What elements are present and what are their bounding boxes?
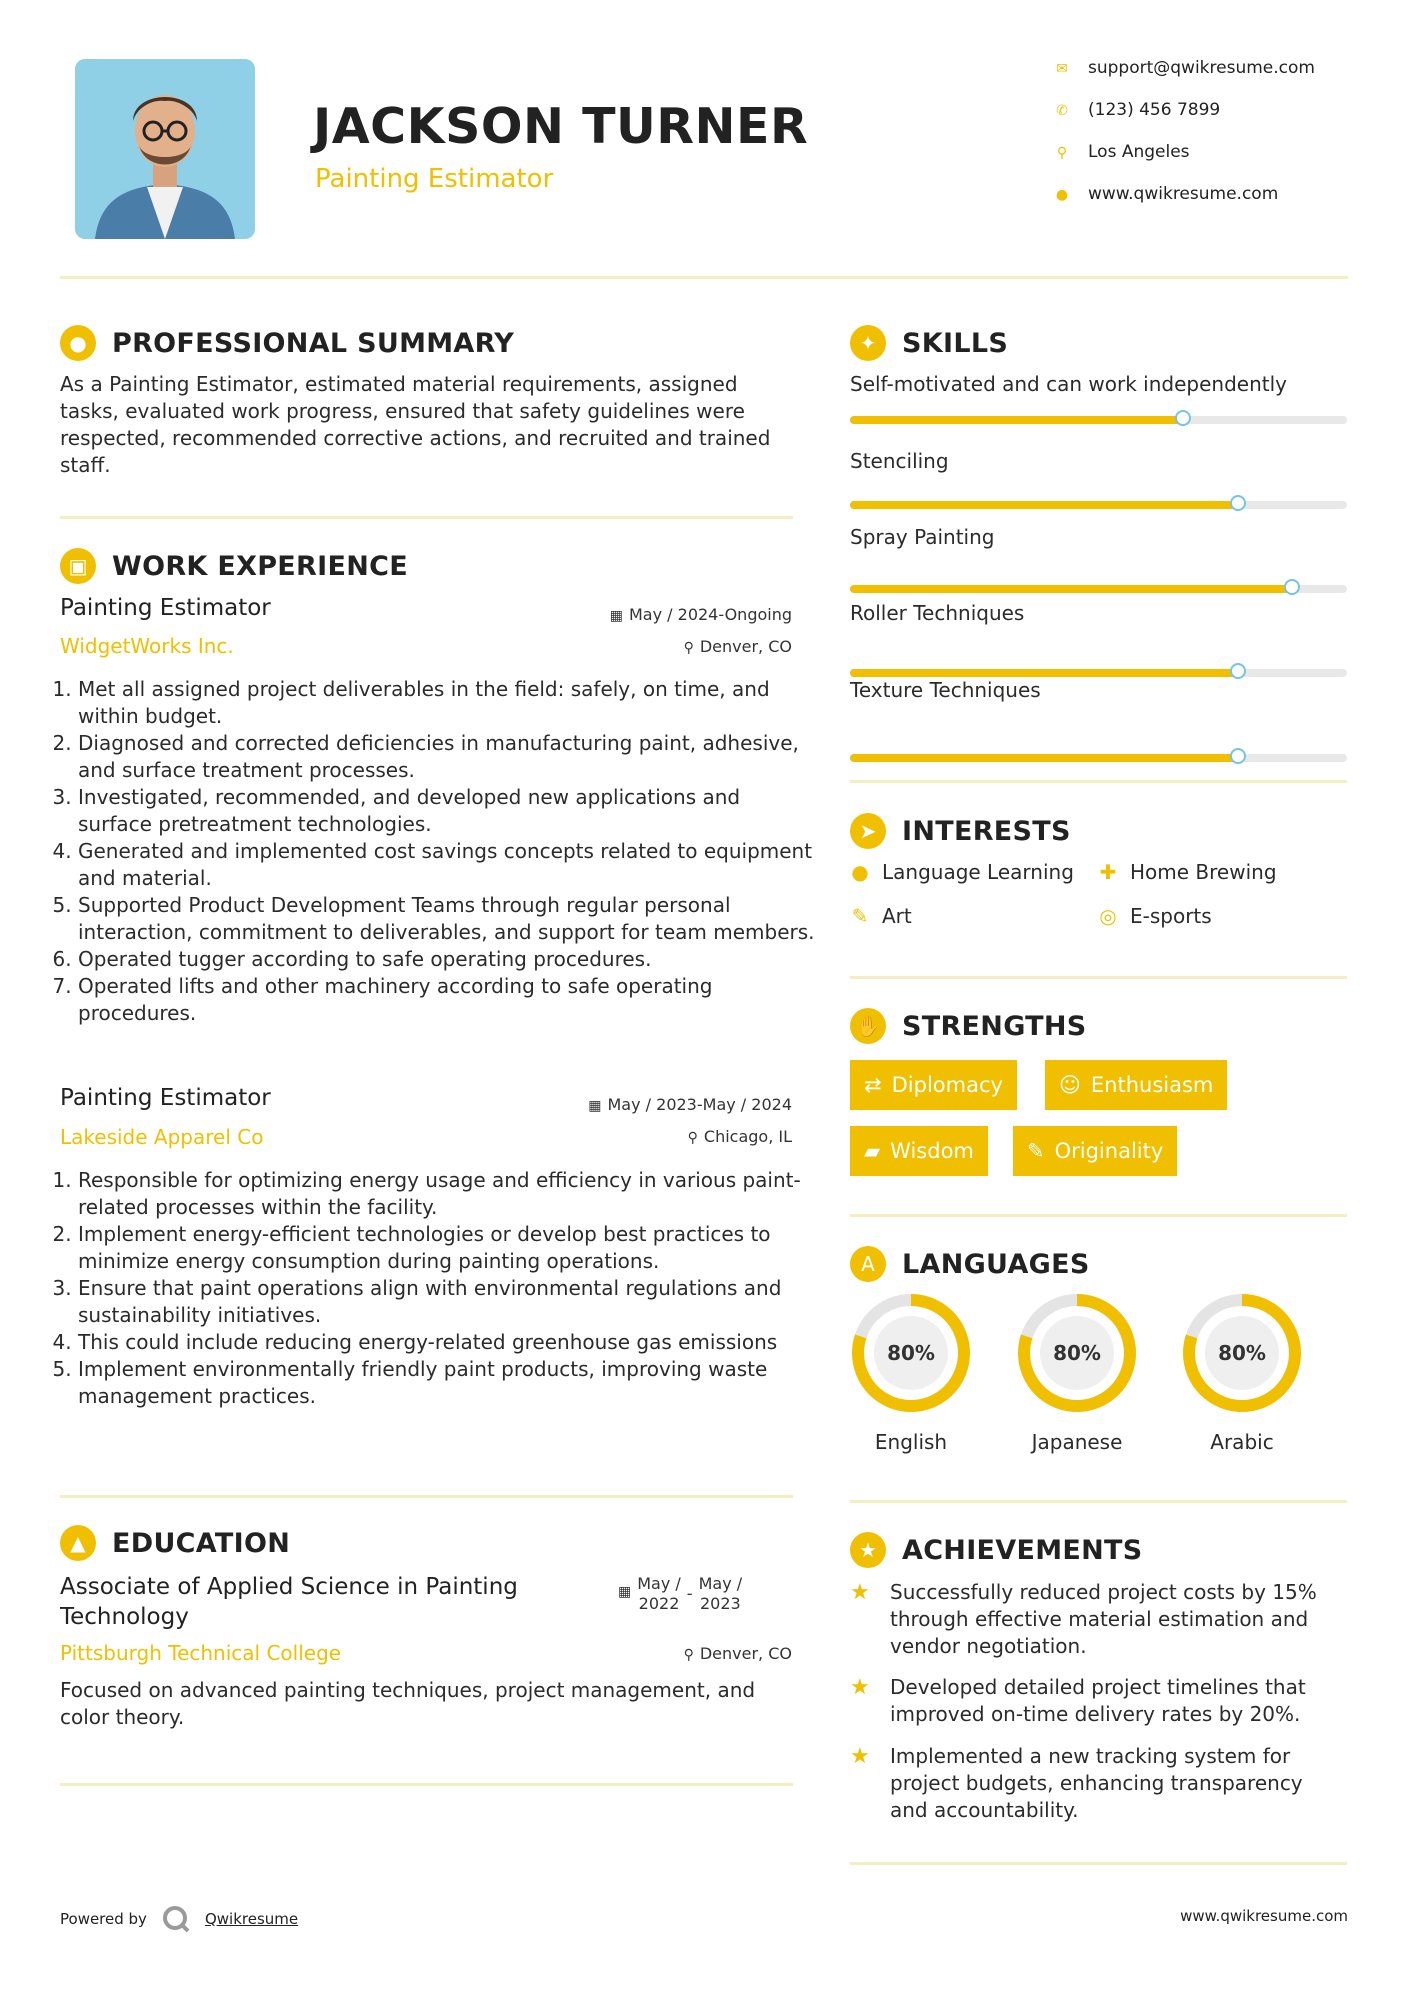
list-item: 4. Generated and implemented cost savings concepts related to equipment and material. xyxy=(78,838,818,892)
contact-website[interactable]: ● www.qwikresume.com xyxy=(1052,184,1352,204)
interest-item: ✎ Art xyxy=(851,904,912,928)
star-icon: ★ xyxy=(850,1580,870,1605)
skill-knob xyxy=(1230,663,1246,679)
lifebuoy-icon: ◎ xyxy=(1099,904,1117,928)
work-heading: ▣ WORK EXPERIENCE xyxy=(60,548,408,584)
candidate-name: JACKSON TURNER xyxy=(313,98,809,155)
language-name: English xyxy=(874,1430,948,1454)
language-name: Japanese xyxy=(1031,1430,1123,1454)
education-location: ⚲ Denver, CO xyxy=(683,1644,792,1663)
pin-icon: ⚲ xyxy=(683,1647,694,1663)
list-item: 2. Implement energy-efficient technologies or develop best practices to minimize energy consumption during painting operations. xyxy=(78,1221,818,1275)
strengths-heading: ✋ STRENGTHS xyxy=(850,1008,1087,1044)
paper-plane-icon: ➤ xyxy=(850,813,886,849)
star-badge-icon: ★ xyxy=(850,1532,886,1568)
job-duties xyxy=(60,1167,818,1410)
language-item xyxy=(1181,1292,1303,1454)
education-text: Focused on advanced painting techniques, project management, and color theory. xyxy=(60,1678,756,1729)
job-duties xyxy=(60,676,818,1027)
work-divider xyxy=(60,1495,793,1498)
briefcase-icon: ▣ xyxy=(60,548,96,584)
skill-knob xyxy=(1175,410,1191,426)
list-item: 1. Responsible for optimizing energy usage and efficiency in various paint-related processes within the facility. xyxy=(78,1167,818,1221)
strengths-divider xyxy=(850,1214,1347,1217)
graduation-cap-icon: ▲ xyxy=(60,1525,96,1561)
education-heading: ▲ EDUCATION xyxy=(60,1525,290,1561)
pin-icon: ⚲ xyxy=(687,1130,698,1146)
calendar-icon: ▦ xyxy=(588,1098,602,1114)
language-percent: 80% xyxy=(1218,1341,1266,1365)
calendar-icon: ▦ xyxy=(609,608,623,624)
star-icon: ★ xyxy=(850,1675,870,1700)
interest-item: ✚ Home Brewing xyxy=(1099,860,1277,884)
skill-knob xyxy=(1230,495,1246,511)
language-donut xyxy=(1181,1292,1303,1414)
star-icon: ★ xyxy=(850,1744,870,1769)
skill-bar xyxy=(850,416,1347,424)
achievements-divider xyxy=(850,1862,1347,1865)
skill-bar xyxy=(850,669,1347,677)
profile-photo xyxy=(75,59,255,239)
list-item: 3. Ensure that paint operations align with environmental regulations and sustainability initiatives. xyxy=(78,1275,818,1329)
skill-knob xyxy=(1230,748,1246,764)
contact-location: ⚲ Los Angeles xyxy=(1052,142,1352,162)
skill-bar xyxy=(850,501,1347,509)
skill-knob xyxy=(1284,579,1300,595)
job-company: Lakeside Apparel Co xyxy=(60,1125,264,1149)
summary-heading: ● PROFESSIONAL SUMMARY xyxy=(60,325,514,361)
job-date: ▦ May / 2024-Ongoing xyxy=(609,605,792,624)
language-donut xyxy=(1016,1292,1138,1414)
achievement-item: ★ Successfully reduced project costs by 15% through effective material estimation and vendor negotiation. xyxy=(850,1580,1317,1658)
footer-url[interactable]: www.qwikresume.com xyxy=(1180,1907,1348,1925)
education-date: ▦ May / 2022 - May / 2023 xyxy=(618,1574,743,1613)
languages-divider xyxy=(850,1500,1347,1503)
job-location: ⚲ Denver, CO xyxy=(683,637,792,656)
skill-label: Spray Painting xyxy=(850,525,995,549)
language-donut xyxy=(850,1292,972,1414)
achievement-item: ★ Developed detailed project timelines that improved on-time delivery rates by 20%. xyxy=(850,1675,1306,1726)
strength-badge: ▰ Wisdom xyxy=(850,1126,988,1176)
interests-divider xyxy=(850,976,1347,979)
list-item: 2. Diagnosed and corrected deficiencies in manufacturing paint, adhesive, and surface treatment processes. xyxy=(78,730,818,784)
globe-icon: ● xyxy=(851,860,869,884)
skills-heading: ✦ SKILLS xyxy=(850,325,1008,361)
list-item: 4. This could include reducing energy-related greenhouse gas emissions xyxy=(78,1329,818,1356)
summary-text: As a Painting Estimator, estimated material requirements, assigned tasks, evaluated work progress, ensured that safety guidelines were respected, recommended corrective actions, and recruited and trained staff. xyxy=(60,372,771,477)
qwikresume-logo-icon xyxy=(161,1904,191,1934)
skill-label: Self-motivated and can work independently xyxy=(850,372,1287,396)
education-divider xyxy=(60,1783,793,1786)
job-location: ⚲ Chicago, IL xyxy=(687,1127,792,1146)
education-degree: Associate of Applied Science in Painting Technology xyxy=(60,1574,518,1630)
phone-icon: ✆ xyxy=(1056,103,1068,119)
footer-powered-by: Powered by Qwikresume xyxy=(60,1904,298,1934)
job-company: WidgetWorks Inc. xyxy=(60,634,234,658)
pencil-icon: ✎ xyxy=(1027,1139,1045,1163)
education-school: Pittsburgh Technical College xyxy=(60,1641,342,1665)
skill-label: Stenciling xyxy=(850,449,949,473)
skills-divider xyxy=(850,780,1347,783)
skill-label: Texture Techniques xyxy=(850,678,1041,702)
skill-label: Roller Techniques xyxy=(850,601,1025,625)
contact-email[interactable]: ✉ support@qwikresume.com xyxy=(1052,58,1352,78)
header-divider xyxy=(60,276,1348,279)
pin-icon: ⚲ xyxy=(683,640,694,656)
contact-phone: ✆ (123) 456 7899 xyxy=(1052,100,1352,120)
handshake-icon: ⇄ xyxy=(864,1073,882,1097)
job-title: Painting Estimator xyxy=(60,595,271,621)
mail-icon: ✉ xyxy=(1056,61,1068,77)
globe-icon: ● xyxy=(1055,187,1069,203)
interest-item: ◎ E-sports xyxy=(1099,904,1212,928)
list-item: 6. Operated tugger according to safe operating procedures. xyxy=(78,946,818,973)
skill-bar xyxy=(850,754,1347,762)
interests-heading: ➤ INTERESTS xyxy=(850,813,1071,849)
list-item: 5. Supported Product Development Teams through regular personal interaction, commitment to deliverables, and support for team members. xyxy=(78,892,818,946)
language-item xyxy=(1016,1292,1138,1454)
puzzle-icon: ✚ xyxy=(1099,860,1117,884)
qwikresume-link[interactable]: Qwikresume xyxy=(204,1910,299,1928)
strength-badge: ⇄ Diplomacy xyxy=(850,1060,1017,1110)
calendar-icon: ▦ xyxy=(618,1584,632,1600)
job-date: ▦ May / 2023-May / 2024 xyxy=(588,1095,792,1114)
list-item: 1. Met all assigned project deliverables in the field: safely, on time, and within budget. xyxy=(78,676,818,730)
user-icon: ● xyxy=(60,325,96,361)
job-title: Painting Estimator xyxy=(60,1085,271,1111)
language-percent: 80% xyxy=(1053,1341,1101,1365)
location-pin-icon: ⚲ xyxy=(1056,145,1068,161)
book-icon: ▰ xyxy=(864,1139,881,1163)
list-item: 3. Investigated, recommended, and developed new applications and surface pretreatment technologies. xyxy=(78,784,818,838)
languages-heading: A LANGUAGES xyxy=(850,1246,1090,1282)
language-percent: 80% xyxy=(887,1341,935,1365)
strength-badge: ☺ Enthusiasm xyxy=(1045,1060,1227,1110)
language-icon: A xyxy=(850,1246,886,1282)
list-item: 5. Implement environmentally friendly paint products, improving waste management practices. xyxy=(78,1356,818,1410)
list-item: 7. Operated lifts and other machinery according to safe operating procedures. xyxy=(78,973,818,1027)
achievement-item: ★ Implemented a new tracking system for project budgets, enhancing transparency and accountability. xyxy=(850,1744,1303,1822)
candidate-role: Painting Estimator xyxy=(315,164,554,194)
lightbulb-icon: ✦ xyxy=(850,325,886,361)
language-name: Arabic xyxy=(1210,1430,1274,1454)
skill-bar xyxy=(850,585,1347,593)
summary-divider xyxy=(60,516,793,519)
language-item xyxy=(850,1292,972,1454)
hand-icon: ✋ xyxy=(850,1008,886,1044)
strength-badge: ✎ Originality xyxy=(1013,1126,1177,1176)
achievements-heading: ★ ACHIEVEMENTS xyxy=(850,1532,1143,1568)
paintbrush-icon: ✎ xyxy=(851,904,869,928)
interest-item: ● Language Learning xyxy=(851,860,1074,884)
smile-icon: ☺ xyxy=(1059,1073,1081,1097)
